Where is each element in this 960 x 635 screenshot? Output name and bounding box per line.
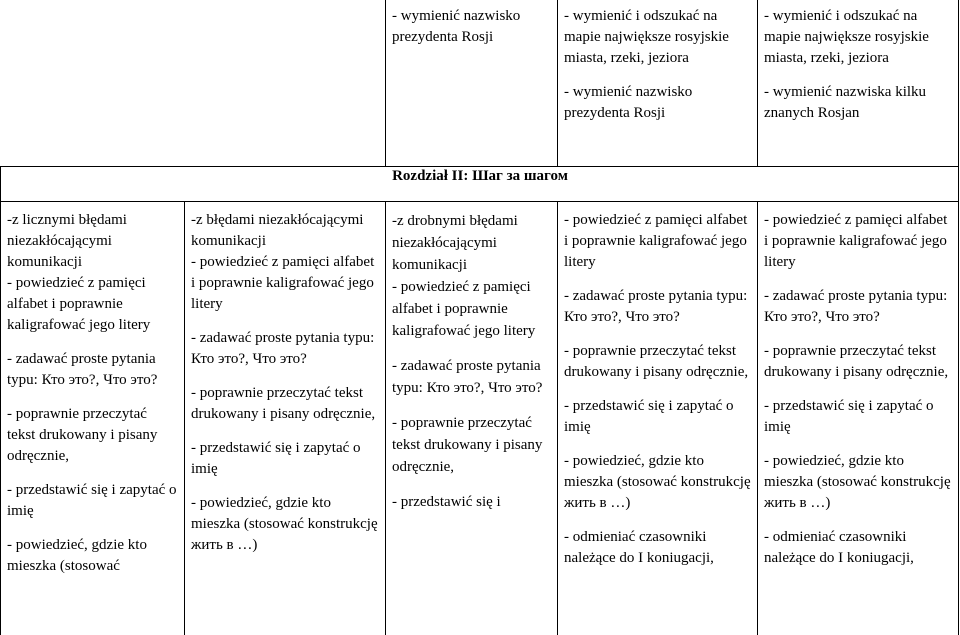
table-cell-text: -z licznymi błędami niezakłócającymi komunikacji [7,212,127,270]
table-cell-text: - odmieniać czasowniki należące do I koniugacji, [764,529,914,566]
table-cell-text: - powiedzieć z pamięci alfabet i poprawnie kaligrafować jego litery [564,212,748,270]
top-cell-col5 [758,2,958,124]
table-cell-text: - zadawać proste pytania typu: Кто это?, Что это? [764,288,948,325]
table-cell-text: - poprawnie przeczytać tekst drukowany i pisany odręcznie, [392,415,543,475]
table-cell-text: - wymienić nazwisko prezydenta Rosji [392,8,521,45]
table-cell-text: - powiedzieć, gdzie kto mieszka (stosować konstrukcję жить в …) [764,453,951,511]
table-border [958,0,959,635]
main-cell-col2 [185,206,385,556]
table-cell-text: - odmieniać czasowniki należące do I koniugacji, [564,529,714,566]
main-cell-col5 [758,206,958,569]
table-cell-text: - powiedzieć, gdzie kto mieszka (stosować [7,537,147,574]
table-cell-text: - poprawnie przeczytać tekst drukowany i pisany odręcznie, [564,343,749,380]
section-heading: Rozdział II: Шаг за шагом [392,168,568,184]
table-cell-text: - powiedzieć, gdzie kto mieszka (stosować konstrukcję жить в …) [191,495,378,553]
table-border [0,201,959,202]
table-cell-text: - poprawnie przeczytać tekst drukowany i pisany odręcznie, [191,385,376,422]
main-cell-col4 [558,206,757,569]
top-cell-col4 [558,2,757,124]
table-cell-text: -z błędami niezakłócającymi komunikacji [191,212,364,249]
table-cell-text: - zadawać proste pytania typu: Кто это?, Что это? [191,330,375,367]
table-cell-text: - powiedzieć z pamięci alfabet i poprawnie kaligrafować jego litery [191,254,375,312]
table-cell-text: - zadawać proste pytania typu: Кто это?, Что это? [392,358,543,396]
table-cell-text: - zadawać proste pytania typu: Кто это?, Что это? [7,351,158,388]
main-cell-col1 [1,206,184,577]
main-cell-col3 [386,206,557,513]
table-cell-text: - wymienić nazwisko prezydenta Rosji [564,84,693,121]
table-cell-text: - powiedzieć, gdzie kto mieszka (stosować konstrukcję жить в …) [564,453,751,511]
table-cell-text: - zadawać proste pytania typu: Кто это?, Что это? [564,288,748,325]
table-cell-text: - powiedzieć z pamięci alfabet i poprawnie kaligrafować jego litery [764,212,948,270]
table-cell-text: - przedstawić się i zapytać o imię [191,440,361,477]
top-cell-col3 [386,2,557,48]
table-cell-text: - poprawnie przeczytać tekst drukowany i pisany odręcznie, [764,343,949,380]
table-cell-text: - powiedzieć z pamięci alfabet i poprawnie kaligrafować jego litery [392,279,536,339]
table-cell-text: - wymienić i odszukać na mapie największe rosyjskie miasta, rzeki, jeziora [764,8,929,66]
table-cell-text: - przedstawić się i zapytać o imię [7,482,177,519]
table-cell-text: - powiedzieć z pamięci alfabet i poprawnie kaligrafować jego litery [7,275,151,333]
table-cell-text: - wymienić i odszukać na mapie największe rosyjskie miasta, rzeki, jeziora [564,8,729,66]
table-cell-text: - przedstawić się i zapytać o imię [764,398,934,435]
table-cell-text: - przedstawić się i [392,494,501,510]
table-cell-text: - wymienić nazwiska kilku znanych Rosjan [764,84,927,121]
table-cell-text: - przedstawić się i zapytać o imię [564,398,734,435]
table-cell-text: -z drobnymi błędami niezakłócającymi komunikacji [392,213,518,273]
table-cell-text: - poprawnie przeczytać tekst drukowany i pisany odręcznie, [7,406,158,464]
